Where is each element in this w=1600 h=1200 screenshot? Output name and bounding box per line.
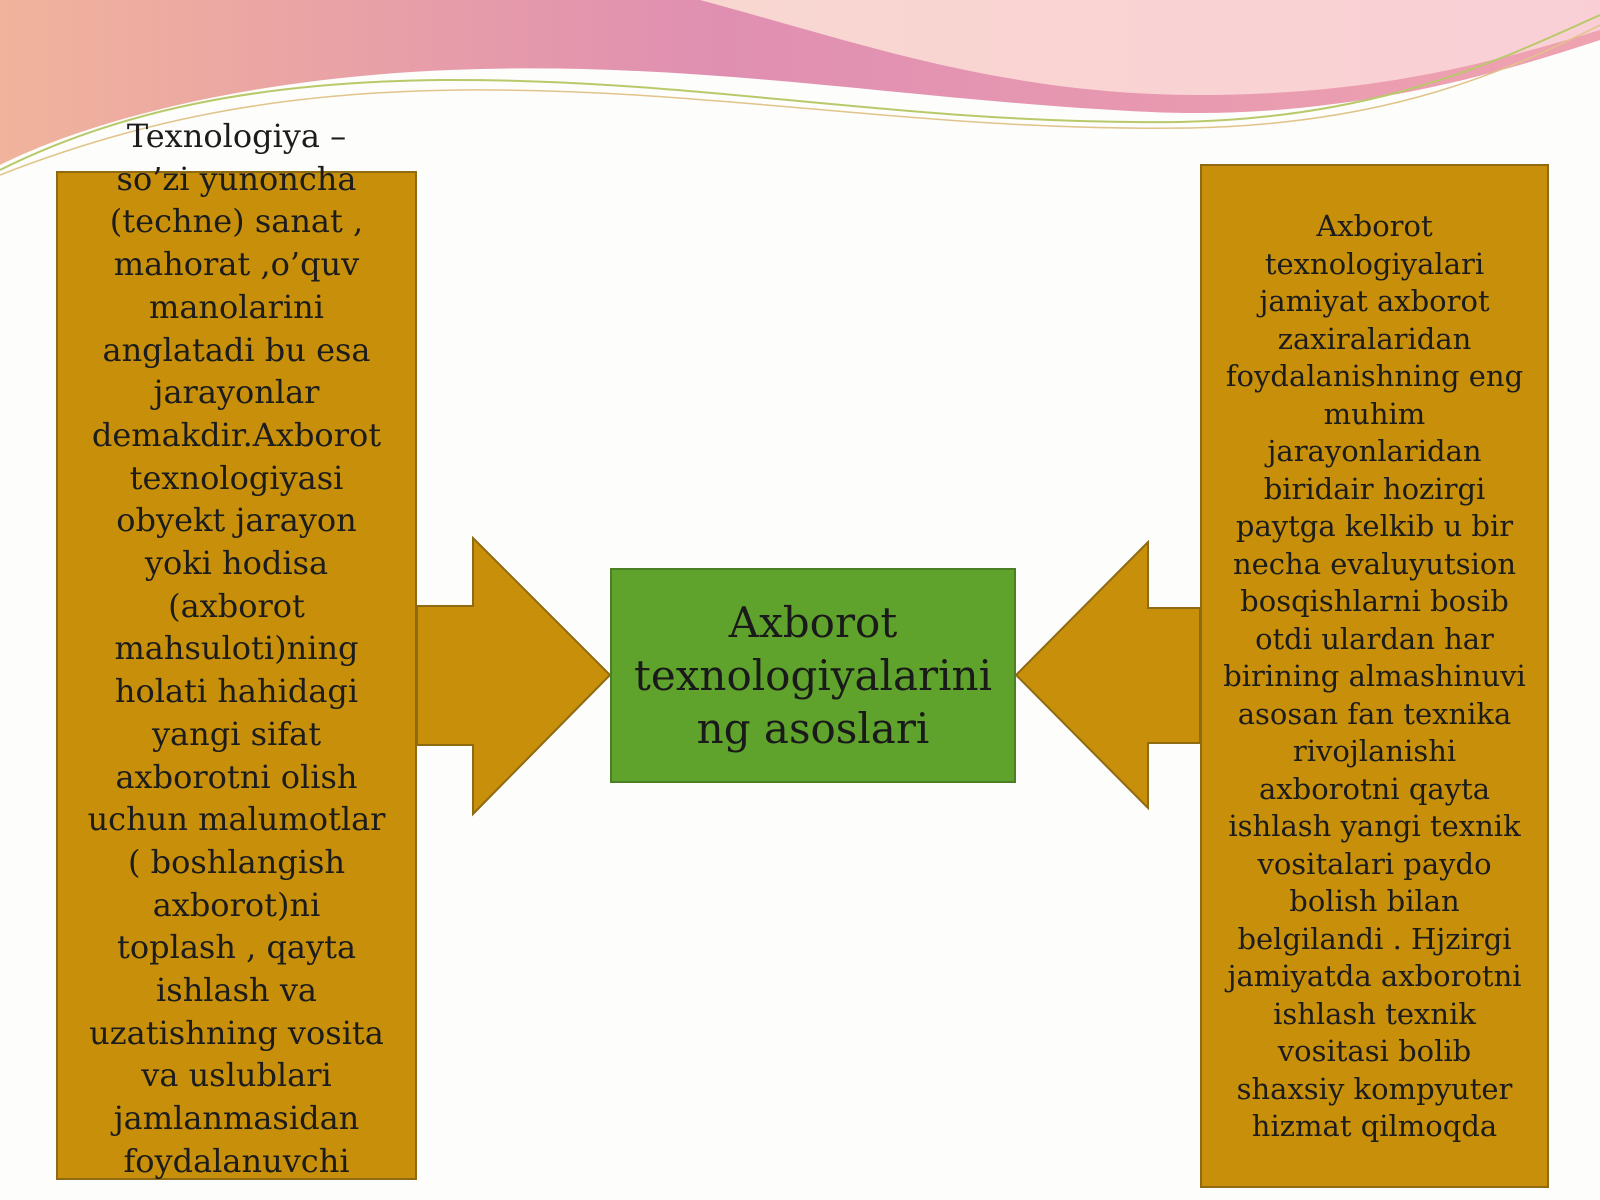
left-definition-text: Texnologiya – so’zi yunoncha (techne) sanat , mahorat ,o’quv manolarini anglatadi bu esa jarayonlar demakdir.Axborot texnologiyasi obyekt jarayon yoki hodisa (axborot mahsuloti)ning holati hahidagi yangi sifat axborotni olish uchun malumotlar ( boshlangish axborot)ni toplash , qayta ishlash va uzatishning vosita va uslublari jamlanmasidan foydalanuvchi (87, 117, 386, 1180)
center-title-text: Axborot texnologiyalarini ng asoslari (633, 598, 993, 753)
center-title-box (610, 568, 1016, 783)
right-arrow (1016, 542, 1200, 808)
right-description-text: Axborot texnologiyalari jamiyat axborot zaxiralaridan foydalanishning eng muhim jarayonlaridan biridair hozirgi paytga kelkib u bir necha evaluyutsion bosqishlarni bosib otdi ulardan har birining almashinuvi asosan fan texnika rivojlanishi axborotni qayta ishlash yangi texnik vositalari paydo bolish bilan belgilandi . Hjzirgi jamiyatda axborotni ishlash texnik vositasi bolib shaxsiy kompyuter hizmat qilmoqda (1223, 209, 1526, 1143)
left-arrow (417, 538, 610, 814)
